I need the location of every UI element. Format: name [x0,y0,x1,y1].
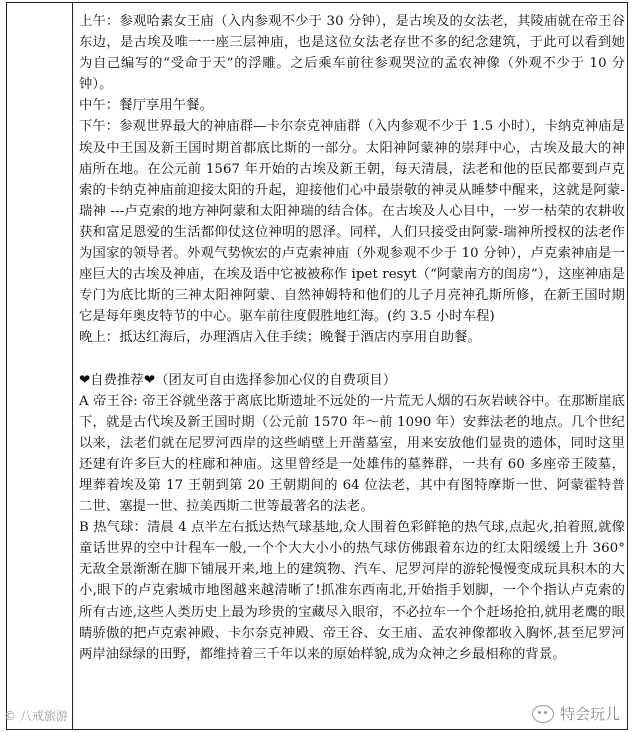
section-gap [79,349,625,370]
watermark-right-text: 特会玩儿 [559,705,620,723]
wechat-icon [532,705,554,723]
morning-paragraph: 上午：参观哈素女王庙（入内参观不少于 30 分钟），是古埃及的女法老，其陵庙就在帝王谷东边，是古埃及唯一一座三层神庙，也是这位女法老存世不多的纪念建筑，于此可以看到她为自己编写的“受命于天”的浮雕。之后乘车前往参观哭泣的孟农神像（外观不少于 10 分钟）。 [79,14,625,93]
itinerary-content [79,11,625,665]
optional-item-valley-of-kings: A 帝王谷: 帝王谷就坐落于离底比斯遗址不远处的一片荒无人烟的石灰岩峡谷中。在那断崖底下，就是古代埃及新王国时期（公元前 1570 年～前 1090 年）安葬法老的地点。几个世纪以来，法老们就在尼罗河西岸的这些峭壁上开凿墓室，用来安放他们显贵的遗体，同时这里还建有许多巨大的柱廊和神庙。这里曾经是一处雄伟的墓葬群，一共有 60 多座帝王陵墓，埋葬着埃及第 17 王朝到第 20 王朝期间的 64 位法老，其中有图特摩斯一世、阿蒙霍特普二世、塞提一世、拉美西斯二世等最著名的法老。 [79,393,625,515]
optional-item-hot-air-balloon: B 热气球：清晨 4 点半左右抵达热气球基地,众人围着色彩鲜艳的热气球,点起火,拍着照,就像童话世界的空中计程车一般,一个个大大小小的热气球仿佛跟着东边的红太阳缓缓上升 360° 无敌全景渐渐在脚下铺展开来,地上的建筑物、汽车、尼罗河岸的游轮慢慢变成玩具积木的大小,眼下的卢克索城市地图越来越清晰了!抓准东西南北,开始指手划脚，一个个指认卢克索的所有古迹,这些人类历史上最为珍贵的宝藏尽入眼帘，不必拉车一个个赶场抢拍,就用老鹰的眼睛骄傲的把卢克索神殿、卡尔奈克神殿、帝王谷、女王庙、孟农神像都收入胸怀,甚至尼罗河两岸油绿绿的田野，都维持着三千年以来的原始样貌,成为众神之乡最相称的背景。 [79,520,625,662]
day-column [7,3,73,729]
watermark-left: © 八戒旅游 [4,709,68,723]
evening-paragraph: 晚上：抵达红海后，办理酒店入住手续；晚餐于酒店内享用自助餐。 [79,330,481,346]
noon-paragraph: 中午：餐厅享用午餐。 [79,98,213,114]
itinerary-table [6,2,628,730]
watermark-right [532,703,620,724]
optional-heading: ❤自费推荐❤（团友可自由选择参加心仪的自费项目） [79,372,397,388]
afternoon-paragraph: 下午：参观世界最大的神庙群—卡尔奈克神庙群（入内参观不少于 1.5 小时），卡纳克神庙是埃及中王国及新王国时期首都底比斯的一部分。太阳神阿蒙神的崇拜中心，古埃及最大的神庙所在地。在公元前 1567 年开始的古埃及新王朝，每天清晨，法老和他的臣民都要到卢克索的卡纳克神庙前迎接太阳的升起，迎接他们心中最崇敬的神灵从睡梦中醒来，这就是阿蒙-瑞神 ---卢克索的地方神阿蒙和太阳神瑞的结合体。在古埃及人心目中，一岁一枯荣的农耕收获和富足恩爱的生活都仰仗这位神明的恩泽。同样，人们只接受由阿蒙-瑞神所授权的法老作为国家的领导者。外观气势恢宏的卢克索神庙（外观参观不少于 10 分钟），卢克索神庙是一座巨大的古埃及神庙，在埃及语中它被被称作 ipet resyt（“阿蒙南方的闺房”），这座神庙是专门为底比斯的三神太阳神阿蒙、自然神姆特和他们的儿子月亮神孔斯所修，在新王国时期它是每年奥皮特节的中心。驱车前往度假胜地红海。(约 3.5 小时车程) [79,119,625,325]
